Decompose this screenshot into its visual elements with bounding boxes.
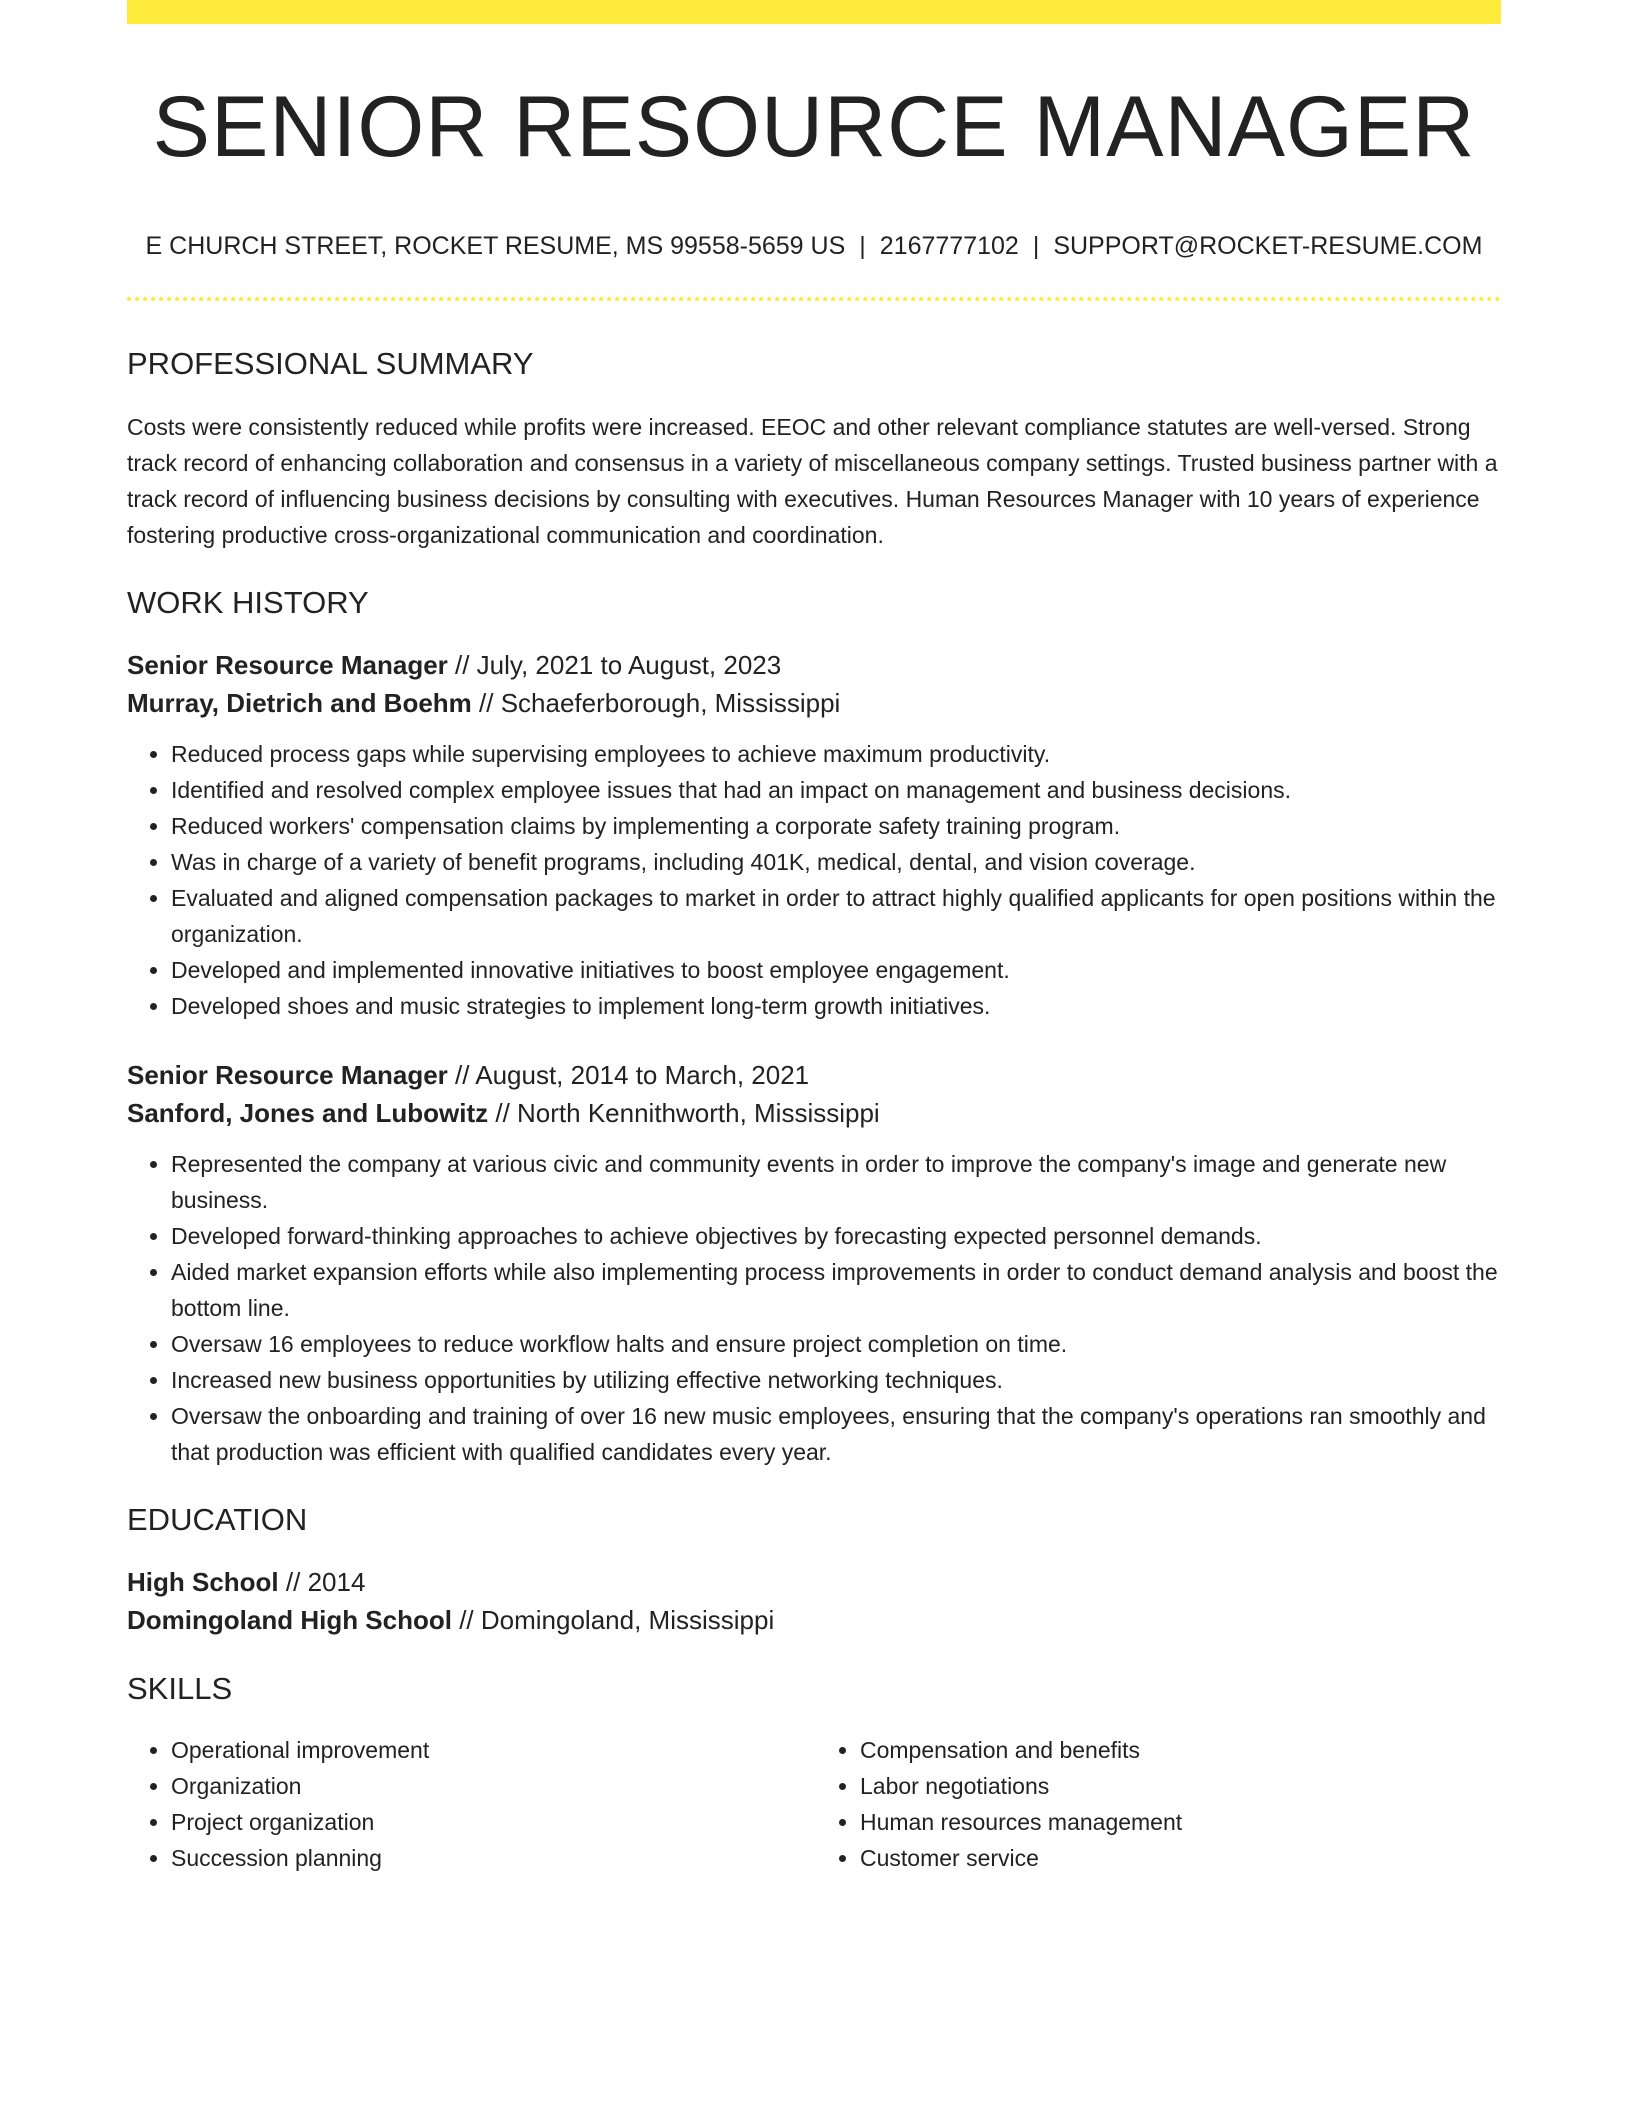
job-company: Sanford, Jones and Lubowitz bbox=[127, 1098, 489, 1128]
education-degree-line bbox=[127, 1563, 1501, 1601]
job-role: Senior Resource Manager bbox=[127, 1060, 448, 1090]
work-history-heading: WORK HISTORY bbox=[127, 585, 369, 620]
list-item: • Organization bbox=[171, 1768, 814, 1804]
contact-line bbox=[127, 234, 1501, 259]
list-item: • Human resources management bbox=[860, 1804, 1501, 1840]
summary-heading: PROFESSIONAL SUMMARY bbox=[127, 346, 534, 381]
job-company-line bbox=[127, 1094, 1501, 1132]
list-item: • Aided market expansion efforts while also implementing process improvements in order to conduct demand analysis and boost the bottom line. bbox=[171, 1254, 1501, 1326]
list-item: • Developed shoes and music strategies to implement long-term growth initiatives. bbox=[171, 988, 1501, 1024]
job-entry bbox=[127, 1056, 1501, 1470]
job-title-line bbox=[127, 646, 1501, 684]
education-heading: EDUCATION bbox=[127, 1502, 308, 1537]
list-item: • Labor negotiations bbox=[860, 1768, 1501, 1804]
job-entry bbox=[127, 646, 1501, 1024]
list-item: • Succession planning bbox=[171, 1840, 814, 1876]
list-item: • Reduced workers' compensation claims by implementing a corporate safety training program. bbox=[171, 808, 1501, 844]
header-divider bbox=[127, 297, 1501, 301]
skills-list-left bbox=[127, 1732, 814, 1876]
education-entry bbox=[127, 1563, 1501, 1639]
list-item: • Developed forward-thinking approaches to achieve objectives by forecasting expected personnel demands. bbox=[171, 1218, 1501, 1254]
job-location: // North Kennithworth, Mississippi bbox=[488, 1098, 880, 1128]
contact-address: E CHURCH STREET, ROCKET RESUME, MS 99558-5659 US bbox=[145, 232, 846, 260]
list-item: • Reduced process gaps while supervising employees to achieve maximum productivity. bbox=[171, 736, 1501, 772]
education-school: Domingoland High School bbox=[127, 1605, 452, 1635]
list-item: • Compensation and benefits bbox=[860, 1732, 1501, 1768]
skills-list-right bbox=[814, 1732, 1501, 1876]
list-item: • Was in charge of a variety of benefit programs, including 401K, medical, dental, and vision coverage. bbox=[171, 844, 1501, 880]
skills-grid bbox=[127, 1732, 1501, 1876]
contact-email: SUPPORT@ROCKET-RESUME.COM bbox=[1053, 232, 1483, 260]
top-accent-bar bbox=[127, 0, 1501, 24]
list-item: • Oversaw 16 employees to reduce workflow halts and ensure project completion on time. bbox=[171, 1326, 1501, 1362]
contact-separator: | bbox=[859, 232, 866, 260]
job-company: Murray, Dietrich and Boehm bbox=[127, 688, 472, 718]
job-dates: // August, 2014 to March, 2021 bbox=[447, 1060, 810, 1090]
job-bullet-list bbox=[127, 1146, 1501, 1470]
job-location: // Schaeferborough, Mississippi bbox=[471, 688, 841, 718]
list-item: • Developed and implemented innovative initiatives to boost employee engagement. bbox=[171, 952, 1501, 988]
education-year: // 2014 bbox=[278, 1567, 366, 1597]
resume-page bbox=[127, 0, 1501, 1876]
education-location: // Domingoland, Mississippi bbox=[451, 1605, 775, 1635]
list-item: • Operational improvement bbox=[171, 1732, 814, 1768]
list-item: • Project organization bbox=[171, 1804, 814, 1840]
list-item: • Oversaw the onboarding and training of over 16 new music employees, ensuring that the company's operations ran smoothly and that production was efficient with qualified candidates every year. bbox=[171, 1398, 1501, 1470]
job-bullet-list bbox=[127, 736, 1501, 1024]
list-item: • Identified and resolved complex employee issues that had an impact on management and business decisions. bbox=[171, 772, 1501, 808]
job-dates: // July, 2021 to August, 2023 bbox=[447, 650, 782, 680]
candidate-name: SENIOR RESOURCE MANAGER bbox=[152, 79, 1476, 175]
contact-phone: 2167777102 bbox=[879, 232, 1019, 260]
education-school-line bbox=[127, 1601, 1501, 1639]
job-company-line bbox=[127, 684, 1501, 722]
summary-text: Costs were consistently reduced while profits were increased. EEOC and other relevant compliance statutes are well-versed. Strong track record of enhancing collaboration and consensus in a variety of miscellaneous company settings. Trusted business partner with a track record of influencing business decisions by consulting with executives. Human Resources Manager with 10 years of experience fostering productive cross-organizational communication and coordination. bbox=[127, 414, 1498, 548]
job-title-line bbox=[127, 1056, 1501, 1094]
list-item: • Evaluated and aligned compensation packages to market in order to attract highly qualified applicants for open positions within the organization. bbox=[171, 880, 1501, 952]
contact-separator: | bbox=[1032, 232, 1040, 260]
skills-heading: SKILLS bbox=[127, 1671, 233, 1706]
education-degree: High School bbox=[127, 1567, 279, 1597]
list-item: • Represented the company at various civic and community events in order to improve the company's image and generate new business. bbox=[171, 1146, 1501, 1218]
list-item: • Increased new business opportunities by utilizing effective networking techniques. bbox=[171, 1362, 1501, 1398]
job-role: Senior Resource Manager bbox=[127, 650, 448, 680]
list-item: • Customer service bbox=[860, 1840, 1501, 1876]
